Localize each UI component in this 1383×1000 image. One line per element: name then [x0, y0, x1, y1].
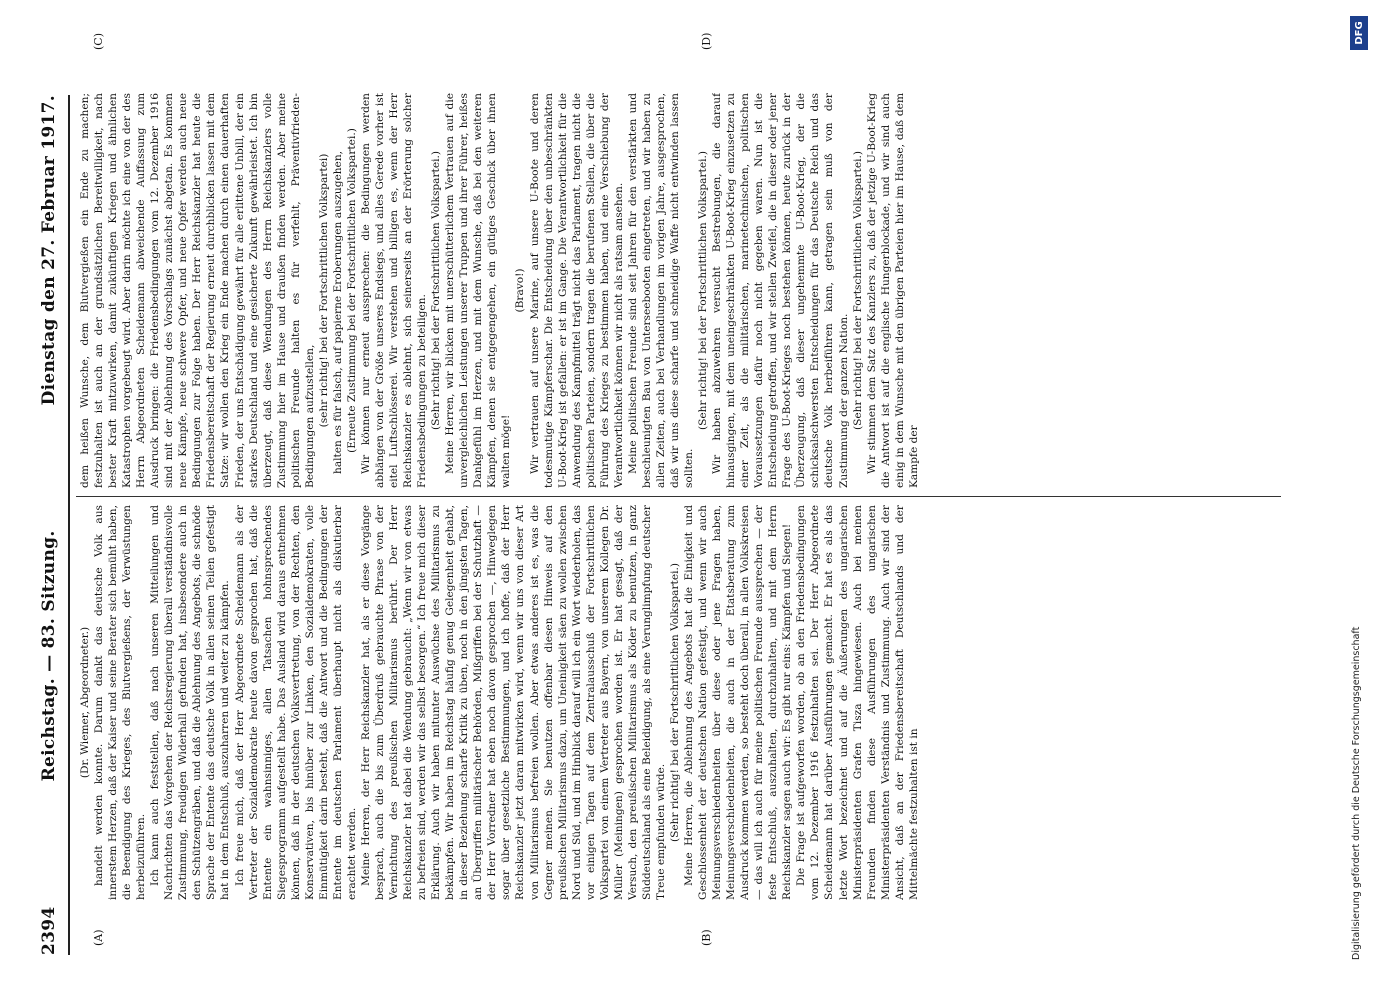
header-rule: [68, 95, 70, 955]
margin-mark-b: (B): [700, 929, 713, 946]
paragraph: (Sehr richtig! bei der Fortschrittlichen Volkspartei.): [697, 151, 710, 430]
margin-mark-d: (D): [700, 32, 713, 50]
paragraph: Meine politischen Freunde sind seit Jahren für den verstärkten und beschleunigten Bau von Unterseebooten eingetreten, und wir haben zu allen Zeiten, auch bei Verhandlungen im vorigen Jahre, ausgesprochen, daß wir uns diese scharfe und schneidige Waffe nicht entwinden lassen sollten.: [626, 93, 696, 488]
paragraph: handelt werden konnte. Darum dankt das deutsche Volk aus innerstem Herzen, daß der Kaiser und seine Berater sich bemüht haben, die Beendigung des Krieges, des Blutvergießens, der Verwüstungen herbeizuführen.: [93, 505, 148, 900]
paragraph: Meine Herren, wir blicken mit unerschütterlichem Vertrauen auf die unvergleichlichen Leistungen unserer Truppen und ihrer Führer, heißes Dankgefühl im Herzen, und mit dem Wunsche, daß bei den weiteren Kämpfen, denen sie entgegengehen, ein gütiges Geschick über ihnen walten möge!: [444, 93, 513, 488]
paragraph: halten es für falsch, auf papierne Eroberungen auszugehen,: [331, 150, 344, 474]
header-center: Reichstag. — 83. Sitzung.: [39, 530, 59, 782]
paragraph: (sehr richtig! bei der Fortschrittlichen Volkspartei): [317, 153, 330, 428]
page-header: [32, 95, 66, 955]
paragraph: Ich freue mich, daß der Herr Abgeordnete Scheidemann als der Vertreter der Sozialdemokratie heute davon gesprochen hat, daß die Entente ein wahnsinniges, allen Tatsachen hohnsprechendes Siegesprogramm aufgestellt habe. Das Ausland wird daraus entnehmen können, daß in der deutschen Volksvertretung, von der Rechten, den Konservativen, bis hinüber zur Linken, den Sozialdemokraten, volle Einmütigkeit darin besteht, daß die Antwort und die Bedingungen der Entente im deutschen Parlament überhaupt nicht als diskutierbar erachtet werden.: [233, 505, 358, 900]
paragraph: Wir haben abzuwehren versucht Bestrebungen, die darauf hinausgingen, mit dem uneingeschränkten U-Boot-Krieg einzusetzen zu einer Zeit, als die militärischen, marinetechnischen, politischen Voraussetzungen dafür noch nicht gegeben waren. Nun ist die Entscheidung getroffen, und wir stellen Zweifel, die in dieser oder jener Frage des U-Boot-Krieges noch bestehen können, heute zurück in der Überzeugung, daß dieser ungehemmte U-Boot-Krieg, der die schicksalschwersten Entscheidungen für das Deutsche Reich und das deutsche Volk herbeiführen kann, getragen sein muß von der Zustimmung der ganzen Nation.: [711, 93, 850, 488]
header-date: Dienstag den 27. Februar 1917.: [39, 95, 59, 406]
paragraph: (Sehr richtig! bei der Fortschrittlichen Volkspartei.): [851, 151, 864, 430]
paragraph: Meine Herren, der Herr Reichskanzler hat, als er diese Vorgänge besprach, auch die bis zum Überdruß gebrauchte Phrase von der Vernichtung des preußischen Militarismus berührt. Der Herr Reichskanzler hat dabei die Wendung gebraucht: „Wenn wir von etwas zu befreien sind, werden wir das selbst besorgen.“ Ich freue mich dieser Erklärung. Auch wir haben mitunter Auswüchse des Militarismus zu bekämpfen. Wir haben im Reichstag häufig genug Gelegenheit gehabt, in dieser Beziehung scharfe Kritik zu üben, noch in den jüngsten Tagen, an Übergriffen militärischer Behörden, Mißgriffen bei der Schutzhaft — der Herr Vorredner hat eben noch davon gesprochen —, Hinweglegen sogar über gesetzliche Bestimmungen, und ich hoffe, daß der Herr Reichskanzler jetzt daran mitwirken wird, wenn wir uns von dieser Art von Militarismus befreien wollen. Aber etwas anderes ist es, was die Gegner meinen. Sie benutzen offenbar diesen Hinweis auf den preußischen Militarismus dazu, um Uneinigkeit säen zu wollen zwischen Nord und Süd, und im Hinblick darauf will ich ein Wort wiederholen, das vor einigen Tagen auf dem Zentralausschuß der Fortschrittlichen Volkspartei von einem Vertreter aus Bayern, von unserem Kollegen Dr. Müller (Meiningen) gesprochen worden ist. Er hat gesagt, daß der Versuch, den preußischen Militarismus als Köder zu benutzen, in ganz Süddeutschland als eine Beleidigung, als eine Verunglimpfung deutscher Treue empfunden würde.: [359, 505, 667, 900]
paragraph: Wir können nur erneut aussprechen: die Bedingungen werden abhängen von der Größe unseres Endsiegs, und alles Gerede vorher ist eitel Luftschlösserei. Wir verstehen und billigen es, wenn der Herr Reichskanzler es ablehnt, sich seinerseits an der Erörterung solcher Friedensbedingungen zu beteiligen.: [359, 93, 429, 488]
paragraph: (Erneute Zustimmung bei der Fortschrittlichen Volkspartei.): [345, 128, 358, 453]
paragraph: Meine Herren, die Ablehnung des Angebots hat die Einigkeit und Geschlossenheit der deutschen Nation gefestigt, und wenn wir auch Meinungsverschiedenheiten über diese oder jene Fragen haben, Meinungsverschiedenheiten, die auch in der Etatsberatung zum Ausdruck kommen werden, so besteht doch überall, in allen Volkskreisen — das will ich auch für meine politischen Freunde aussprechen — der feste Entschluß, auszuhalten, durchzuhalten, und mit dem Herrn Reichskanzler sagen auch wir: Es gibt nur eins: Kämpfen und Siegen!: [683, 505, 794, 900]
paragraph: (Sehr richtig! bei der Fortschrittlichen Volkspartei.): [430, 151, 443, 430]
margin-mark-a: (A): [92, 929, 105, 946]
right-column: [78, 93, 1278, 488]
paragraph: Ich kann auch feststellen, daß nach unseren Mitteilungen und Nachrichten das Vorgehen der Reichsregierung überall verständnisvolle Zustimmung, freudigen Widerhall gefunden hat, insbesondere auch in den Schützengräben, und daß die Ablehnung des Angebots, die schnöde Sprache der Entente das deutsche Volk in allen seinen Teilen gefestigt hat in dem Entschluß, auszuharren und weiter zu kämpfen.: [149, 505, 232, 900]
dfg-logo: DFG: [1350, 16, 1368, 50]
digitization-credit: Digitalisierung gefördert durch die Deutsche Forschungsgemeinschaft: [1351, 626, 1362, 960]
paragraph: Wir vertrauen auf unsere Marine, auf unsere U-Boote und deren todesmutige Kämpferschar. Die Entscheidung über den unbeschränkten U-Boot-Krieg ist gefallen: er ist im Gange. Die Verantwortlichkeit für die Anwendung des Kampfmittel trägt nicht das Parlament, tragen nicht die politischen Parteien, sondern tragen die berufenen Stellen, die über die Führung des Krieges zu bestimmen haben, und eine Verschiebung der Verantwortlichkeit können wir nicht als ratsam ansehen.: [528, 93, 625, 488]
paragraph: Wir stimmen dem Satz des Kanzlers zu, daß der jetzige U-Boot-Krieg die Antwort ist auf die englische Hungerblockade, und wir sind auch einig in dem Wunsche mit den übrigen Parteien hier im Hause, daß dem Kampfe der: [865, 93, 920, 488]
left-column: [78, 505, 1278, 900]
paragraph: (Dr. Wiemer, Abgeordneter.): [79, 626, 91, 779]
paragraph: Die Frage ist aufgeworfen worden, ob an den Friedensbedingungen vom 12. Dezember 1916 festzuhalten sei. Der Herr Abgeordnete Scheidemann hat darüber Ausführungen gemacht. Er hat es als das letzte Wort bezeichnet und auf die Äußerungen des ungarischen Ministerpräsidenten Grafen Tisza hingewiesen. Auch bei meinen Freunden finden diese Ausführungen des ungarischen Ministerpräsidenten Verständnis und Zustimmung. Auch wir sind der Ansicht, daß an der Friedensbereitschaft Deutschlands und der Mittelmächte festzuhalten ist in: [795, 505, 920, 900]
paragraph: (Sehr richtig! bei der Fortschrittlichen Volkspartei.): [668, 563, 681, 842]
paragraph: dem heißen Wunsche, dem Blutvergießen ein Ende zu machen; festzuhalten ist auch an der grundsätzlichen Bereitwilligkeit, nach bester Kraft mitzuwirken, damit zukünftigen Kriegen und ähnlichen Katastrophen vorgebeugt wird. Aber darin möchte ich eine von der des Herrn Abgeordneten Scheidemann abweichende Auffassung zum Ausdruck bringen: die Friedensbedingungen vom 12. Dezember 1916 sind mit der Ablehnung des Vorschlags zunächst abgetan. Es kommen neue Kämpfe, neue schwere Opfer, und neue Opfer werden auch neue Bedingungen zur Folge haben. Der Herr Reichskanzler hat heute die Friedensbereitschaft der Regierung erneut durchblicken lassen mit dem Satze: wir wollen den Krieg ein Ende machen durch einen dauerhaften Frieden, der uns Entschädigung gewährt für alle erlittene Unbill, der ein starkes Deutschland und eine gesicherte Zukunft gewährleistet. Ich bin überzeugt, daß diese Wendungen des Herrn Reichskanzlers volle Zustimmung hier im Hause und draußen finden werden. Aber meine politischen Freunde halten es für verfehlt, Präventivfrieden-Bedingungen aufzustellen,: [79, 93, 316, 488]
paragraph: (Bravo!): [514, 268, 527, 313]
margin-mark-c: (C): [92, 33, 105, 50]
page-number: 2394: [39, 906, 59, 955]
column-divider: [76, 496, 1281, 497]
